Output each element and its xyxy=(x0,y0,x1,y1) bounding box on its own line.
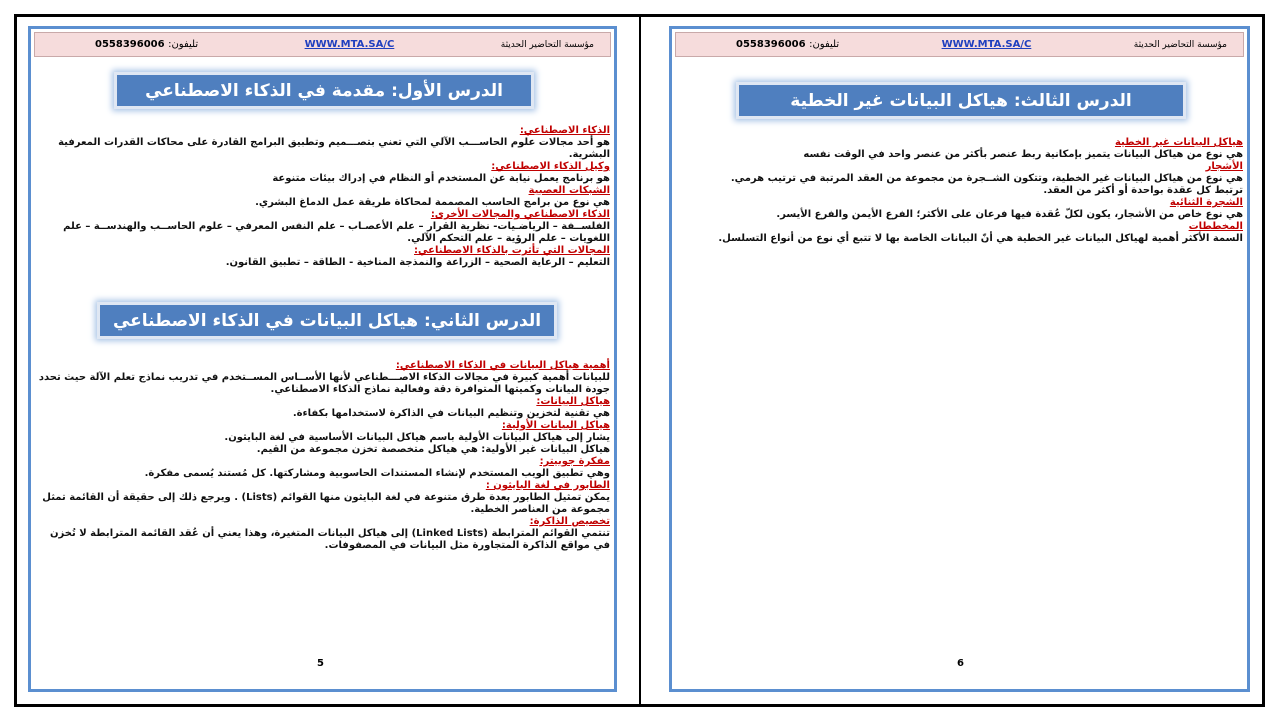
page-divider xyxy=(639,17,641,704)
section-text: وهي تطبيق الويب المستخدم لإنشاء المستندات الحاسوبية ومشاركتها. كل مُستند يُسمى مفكرة. xyxy=(144,468,610,479)
section-text: التعليم – الرعاية الصحية – الزراعة والنمذجة المناخية - الطاقة – تطبيق القانون. xyxy=(225,257,610,268)
organization-name: مؤسسة التحاضير الحديثة xyxy=(500,39,594,50)
section-text: السمة الأكثر أهمية لهياكل البيانات غير الخطية هي أنّ البيانات الخاصة بها لا تتبع أي نوع من أنواع التسلسل. xyxy=(718,233,1243,244)
section-text: يشار إلى هياكل البيانات الأولية باسم هياكل البيانات الأساسية في لغة البايثون. xyxy=(224,432,610,443)
section-text: هي نوع من هياكل البيانات غير الخطية، وتتكون الشــجرة من مجموعة من العقد المرتبة في ترتيب هرمي. ترتبط كل عقدة بواحدة أو أكثر من العقد. xyxy=(730,173,1243,196)
lesson1-title: الدرس الأول: مقدمة في الذكاء الاصطناعي xyxy=(114,72,534,109)
phone-label: تليفون: xyxy=(809,39,840,50)
section-heading: مفكرة جوبيتر: xyxy=(539,456,610,467)
section-heading: الذكاء الاصطناعي والمجالات الأخرى: xyxy=(430,209,610,220)
section-text: هي تقنية لتخزين وتنظيم البيانات في الذاكرة لاستخدامها بكفاءة. xyxy=(292,408,610,419)
page-number: 5 xyxy=(317,658,324,669)
phone-value: 0558396006 xyxy=(95,39,165,50)
website-link[interactable]: WWW.MTA.SA/C xyxy=(304,39,395,50)
page-header xyxy=(34,32,611,57)
section-heading: أهمية هياكل البيانات في الذكاء الاصطناعي: xyxy=(395,360,610,371)
organization-name: مؤسسة التحاضير الحديثة xyxy=(1133,39,1227,50)
section-heading: المخططات xyxy=(1188,221,1243,232)
lesson3-content xyxy=(708,137,1243,245)
website-link[interactable]: WWW.MTA.SA/C xyxy=(941,39,1032,50)
section-heading: تخصيص الذاكرة: xyxy=(529,516,610,527)
section-text: هو أحد مجالات علوم الحاســـب الآلي التي تعني بتصـــميم وتطبيق البرامج القادرة على محاكات القدرات المعرفية البشرية. xyxy=(58,137,610,160)
page-header xyxy=(675,32,1244,57)
section-heading: وكيل الذكاء الاصطناعي: xyxy=(491,161,610,172)
section-heading: الأشجار xyxy=(1205,161,1243,172)
section-heading: الطابور في لغة البايثون : xyxy=(485,480,610,491)
section-heading: المجالات التي تأثرت بالذكاء الاصطناعي: xyxy=(414,245,610,256)
section-text: هي نوع من برامج الحاسب المصممة لمحاكاة طريقة عمل الدماغ البشري. xyxy=(255,197,610,208)
page-6 xyxy=(669,26,1250,692)
lesson3-title: الدرس الثالث: هياكل البيانات غير الخطية xyxy=(736,82,1186,119)
section-heading: هياكل البيانات: xyxy=(536,396,610,407)
section-text: هياكل البيانات غير الأولية: هي هياكل متخصصة تخزن مجموعة من القيم. xyxy=(256,444,610,455)
section-heading: هياكل البيانات غير الخطية xyxy=(1114,137,1243,148)
page-number: 6 xyxy=(957,658,964,669)
section-text: الفلســفة – الرياضـيات- نظرية القرار – علم الأعصـاب – علم النفس المعرفي – علوم الحاســب والهندســة – علم اللغويات – علم الرؤية – علم التحكم الآلي. xyxy=(63,221,610,244)
section-heading: الشجرة الثنائية xyxy=(1169,197,1243,208)
phone-value: 0558396006 xyxy=(736,39,806,50)
lesson1-content xyxy=(35,125,610,269)
section-text: هي نوع خاص من الأشجار، يكون لكلّ عُقدة فيها فرعان على الأكثر؛ الفرع الأيمن والفرع الأيسر. xyxy=(776,209,1243,220)
section-heading: الشبكات العصبية xyxy=(528,185,610,196)
page-5 xyxy=(28,26,617,692)
section-text: يمكن تمثيل الطابور بعدة طرق متنوعة في لغة البايثون منها القوائم (Lists) . ويرجع ذلك إلى حقيقة أن القائمة تمثل مجموعة من العناصر الخطية. xyxy=(42,492,610,515)
section-heading: هياكل البيانات الأولية: xyxy=(501,420,610,431)
section-text: هي نوع من هياكل البيانات يتميز بإمكانية ربط عنصر بأكثر من عنصر واحد في الوقت نفسه xyxy=(803,149,1243,160)
section-heading: الذكاء الاصطناعي: xyxy=(519,125,610,136)
phone-label: تليفون: xyxy=(168,39,199,50)
section-text: هو برنامج يعمل نيابة عن المستخدم أو النظام في إدراك بيئات متنوعة xyxy=(272,173,610,184)
phone-number xyxy=(736,39,839,50)
lesson2-title: الدرس الثاني: هياكل البيانات في الذكاء الاصطناعي xyxy=(97,302,557,339)
section-text: للبيانات أهمية كبيرة في مجالات الذكاء الاصـــطناعي لأنها الأســاس المســتخدم في تدريب نماذج تعلم الآلة حيث تحدد جودة البيانات وكميتها المتوافرة دقة وفعالية نماذج الذكاء الاصطناعي. xyxy=(38,372,610,395)
lesson2-content xyxy=(35,360,610,552)
section-text: تنتمي القوائم المترابطة (Linked Lists) إلى هياكل البيانات المتغيرة، وهذا يعني أن عُقد القائمة المترابطة لا تُخزن في مواقع الذاكرة المتجاورة مثل البيانات في المصفوفات. xyxy=(50,528,610,551)
phone-number xyxy=(95,39,198,50)
